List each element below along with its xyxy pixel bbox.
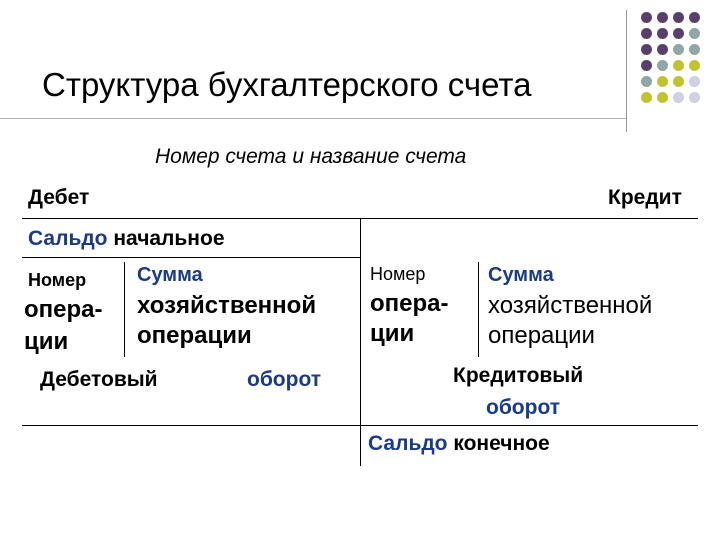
decorative-dot bbox=[673, 76, 684, 87]
title-underline-rule bbox=[0, 118, 626, 119]
closing-balance-word: Сальдо bbox=[368, 432, 448, 455]
opening-balance-word: Сальдо bbox=[28, 227, 108, 250]
decorative-dot bbox=[657, 60, 668, 71]
credit-operation-line1: опера- bbox=[370, 290, 449, 317]
decorative-dot bbox=[673, 92, 684, 103]
decorative-vertical-rule bbox=[626, 10, 627, 132]
debit-operation-line2: ции bbox=[24, 328, 69, 355]
credit-divider bbox=[478, 262, 479, 357]
debit-operation-line1: опера- bbox=[24, 296, 103, 323]
debit-divider bbox=[124, 262, 125, 357]
decorative-dot bbox=[673, 44, 684, 55]
decorative-dot bbox=[689, 60, 700, 71]
decorative-dot bbox=[657, 92, 668, 103]
debit-number-label: Номер bbox=[28, 270, 87, 290]
credit-turnover-word2: оборот bbox=[486, 396, 561, 419]
account-subtitle: Номер счета и название счета bbox=[155, 145, 467, 168]
decorative-dot bbox=[657, 28, 668, 39]
page-title: Структура бухгалтерского счета bbox=[42, 66, 532, 103]
saldo-end-rule bbox=[22, 425, 698, 426]
closing-balance-rest: конечное bbox=[447, 432, 550, 455]
saldo-start-rule bbox=[22, 257, 360, 258]
decorative-dot bbox=[673, 12, 684, 23]
decorative-dot bbox=[673, 60, 684, 71]
decorative-dot bbox=[673, 28, 684, 39]
debit-header: Дебет bbox=[28, 186, 90, 209]
decorative-dot bbox=[689, 76, 700, 87]
opening-balance-rest: начальное bbox=[107, 227, 225, 250]
decorative-dot bbox=[641, 60, 652, 71]
debit-turnover-word1: Дебетовый bbox=[40, 368, 158, 391]
decorative-dot bbox=[657, 76, 668, 87]
credit-desc-line2: операции bbox=[488, 322, 595, 349]
credit-header: Кредит bbox=[608, 186, 682, 209]
decorative-dot bbox=[689, 44, 700, 55]
debit-desc-line2: операции bbox=[137, 322, 252, 349]
closing-balance bbox=[368, 432, 550, 456]
debit-sum-label: Сумма bbox=[137, 264, 203, 286]
decorative-dot bbox=[657, 44, 668, 55]
t-account-center-line bbox=[360, 218, 361, 466]
decorative-dot-grid bbox=[641, 12, 713, 120]
decorative-dot bbox=[689, 28, 700, 39]
credit-sum-label: Сумма bbox=[488, 264, 554, 286]
decorative-dot bbox=[641, 92, 652, 103]
credit-number-label: Номер bbox=[370, 264, 426, 284]
decorative-dot bbox=[641, 12, 652, 23]
decorative-dot bbox=[689, 12, 700, 23]
decorative-dot bbox=[641, 28, 652, 39]
credit-turnover-word1: Кредитовый bbox=[453, 364, 584, 387]
credit-desc-line1: хозяйственной bbox=[488, 292, 653, 319]
credit-operation-line2: ции bbox=[370, 320, 415, 347]
opening-balance bbox=[28, 227, 225, 251]
debit-turnover-word2: оборот bbox=[247, 368, 322, 391]
debit-desc-line1: хозяйственной bbox=[137, 292, 317, 319]
decorative-dot bbox=[689, 92, 700, 103]
decorative-dot bbox=[657, 12, 668, 23]
decorative-dot bbox=[641, 44, 652, 55]
decorative-dot bbox=[641, 76, 652, 87]
